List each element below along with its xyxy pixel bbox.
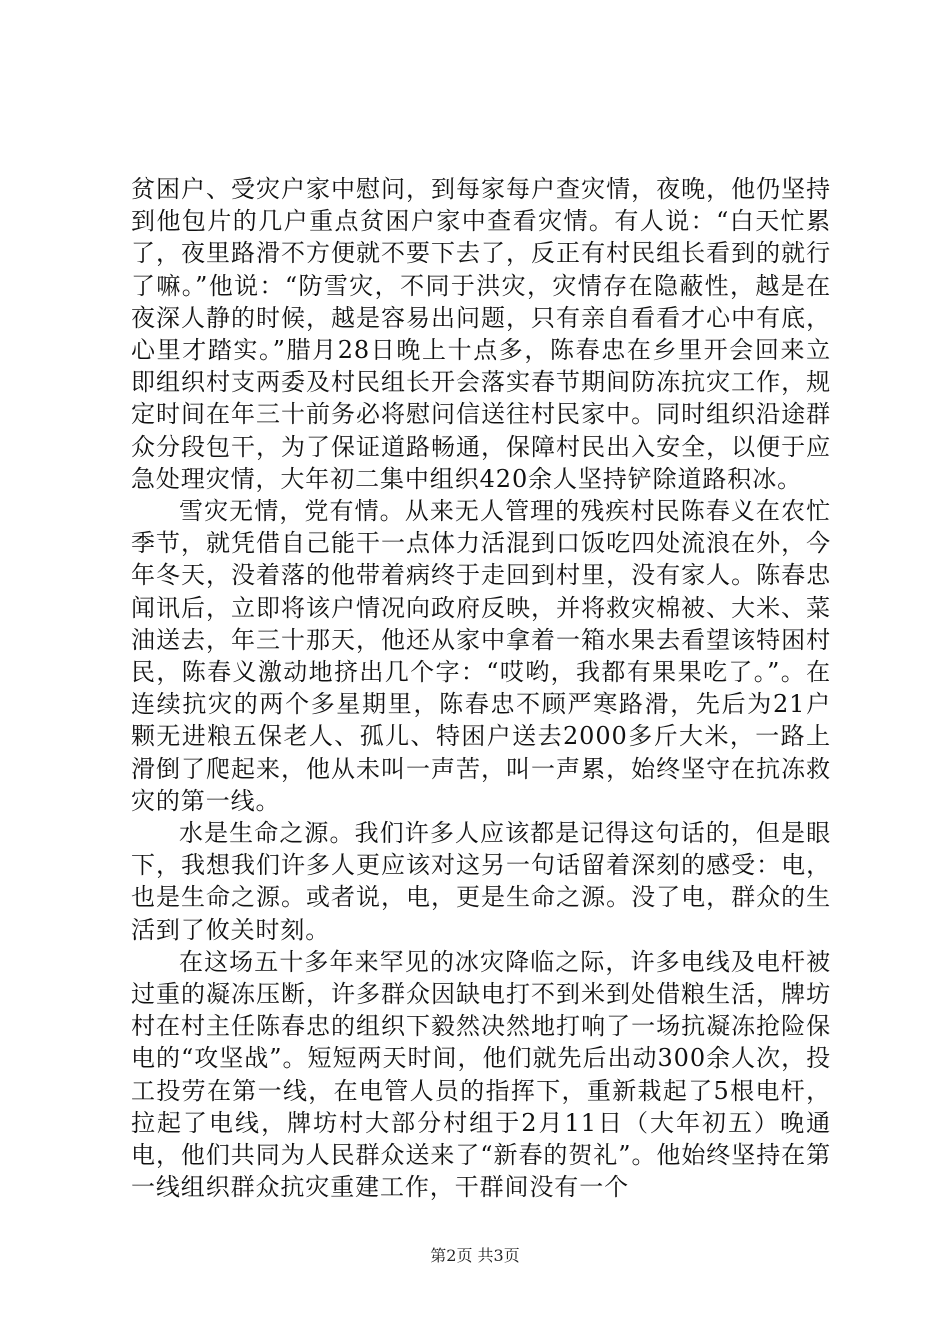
paragraph-water-electricity: 水是生命之源。我们许多人应该都是记得这句话的，但是眼下，我想我们许多人更应该对这另一句话留着深刻的感受：电，也是生命之源。或者说，电，更是生命之源。没了电，群众的生活到了攸关时刻。 <box>131 819 831 944</box>
paragraph-continuation: 贫困户、受灾户家中慰问，到每家每户查灾情，夜晚，他仍坚持到他包片的几户重点贫困户家中查看灾情。有人说：“白天忙累了，夜里路滑不方便就不要下去了，反正有村民组长看到的就行了嘛。”他说：“防雪灾，不同于洪灾，灾情存在隐蔽性，越是在夜深人静的时候，越是容易出问题，只有亲自看看才心中有底，心里才踏实。”腊月28日晚上十点多，陈春忠在乡里开会回来立即组织村支两委及村民组长开会落实春节期间防冻抗灾工作，规定时间在年三十前务必将慰问信送往村民家中。同时组织沿途群众分段包干，为了保证道路畅通，保障村民出入安全，以便于应急处理灾情，大年初二集中组织420余人坚持铲除道路积冰。 <box>131 175 831 493</box>
paragraph-ice-disaster: 在这场五十多年来罕见的冰灾降临之际，许多电线及电杆被过重的凝冻压断，许多群众因缺电打不到米到处借粮生活，牌坊村在村主任陈春忠的组织下毅然决然地打响了一场抗凝冻抢险保电的“攻坚战”。短短两天时间，他们就先后出动300余人次，投工投劳在第一线，在电管人员的指挥下，重新栽起了5根电杆，拉起了电线，牌坊村大部分村组于2月11日（大年初五）晚通电，他们共同为人民群众送来了“新春的贺礼”。他始终坚持在第一线组织群众抗灾重建工作，干群间没有一个 <box>131 947 831 1202</box>
body-text <box>131 173 831 1204</box>
paragraph-snow-disaster: 雪灾无情，党有情。从来无人管理的残疾村民陈春义在农忙季节，就凭借自己能干一点体力活混到口饭吃四处流浪在外，今年冬天，没着落的他带着病终于走回到村里，没有家人。陈春忠闻讯后，立即将该户情况向政府反映，并将救灾棉被、大米、菜油送去，年三十那天，他还从家中拿着一箱水果去看望该特困村民，陈春义激动地挤出几个字：“哎哟，我都有果果吃了。”。在连续抗灾的两个多星期里，陈春忠不顾严寒路滑，先后为21户颗无进粮五保老人、孤儿、特困户送去2000多斤大米，一路上滑倒了爬起来，他从未叫一声苦，叫一声累，始终坚守在抗冻救灾的第一线。 <box>131 497 831 815</box>
page-footer: 第2页 共3页 <box>430 1246 520 1265</box>
